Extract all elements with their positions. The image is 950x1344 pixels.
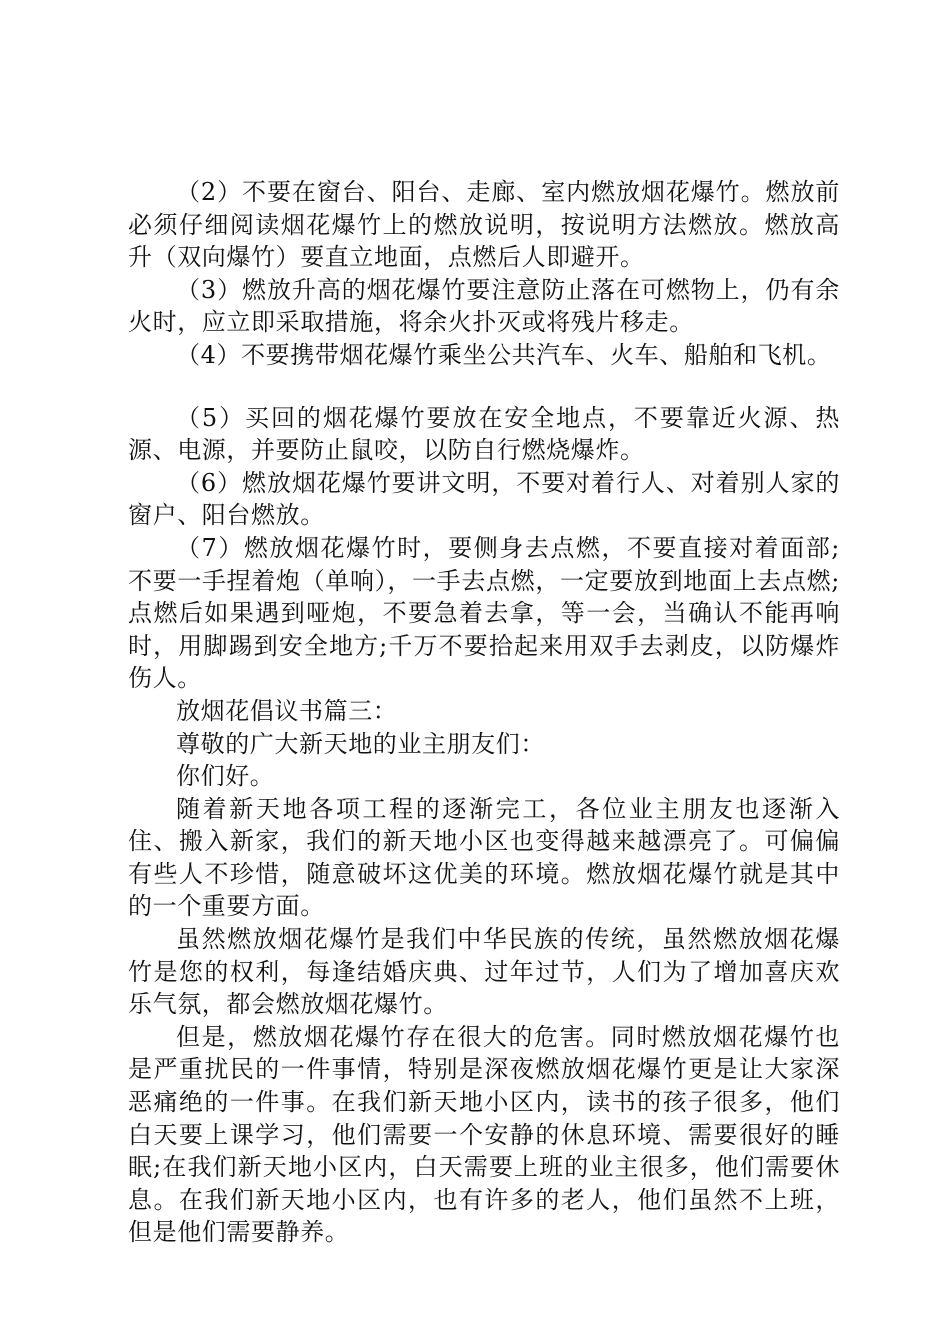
greeting: 你们好。	[176, 762, 275, 791]
paragraph-item-2: （2）不要在窗台、阳台、走廊、室内燃放烟花爆竹。燃放前必须仔细阅读烟花爆竹上的燃放说明，按说明方法燃放。燃放高升（双向爆竹）要直立地面，点燃后人即避开。	[128, 178, 840, 272]
section-heading: 放烟花倡议书篇三：	[176, 696, 398, 725]
paragraph-item-7: （7）燃放烟花爆竹时，要侧身去点燃，不要直接对着面部;不要一手捏着炮（单响），一手去点燃，一定要放到地面上去点燃;点燃后如果遇到哑炮，不要急着去拿，等一会，当确认不能再响时，用脚踢到安全地方;千万不要拾起来用双手去剥皮，以防爆炸伤人。	[128, 533, 840, 693]
body-paragraph: 随着新天地各项工程的逐渐完工，各位业主朋友也逐渐入住、搬入新家，我们的新天地小区也变得越来越漂亮了。可偏偏有些人不珍惜，随意破坏这优美的环境。燃放烟花爆竹就是其中的一个重要方面。	[128, 794, 840, 921]
body-paragraph: 虽然燃放烟花爆竹是我们中华民族的传统，虽然燃放烟花爆竹是您的权利，每逢结婚庆典、过年过节，人们为了增加喜庆欢乐气氛，都会燃放烟花爆竹。	[128, 925, 840, 1019]
paragraph-item-6: （6）燃放烟花爆竹要讲文明，不要对着行人、对着别人家的窗户、阳台燃放。	[128, 468, 840, 530]
document-body	[128, 176, 840, 1249]
paragraph-item-3: （3）燃放升高的烟花爆竹要注意防止落在可燃物上，仍有余火时，应立即采取措施，将余火扑灭或将残片移走。	[128, 275, 840, 337]
body-paragraph: 但是，燃放烟花爆竹存在很大的危害。同时燃放烟花爆竹也是严重扰民的一件事情，特别是深夜燃放烟花爆竹更是让大家深恶痛绝的一件事。在我们新天地小区内，读书的孩子很多，他们白天要上课学习，他们需要一个安静的休息环境、需要很好的睡眠;在我们新天地小区内，白天需要上班的业主很多，他们需要休息。在我们新天地小区内，也有许多的老人，他们虽然不上班，但是他们需要静养。	[128, 1022, 840, 1247]
salutation: 尊敬的广大新天地的业主朋友们：	[176, 729, 545, 758]
paragraph-item-5: （5）买回的烟花爆竹要放在安全地点，不要靠近火源、热源、电源，并要防止鼠咬，以防自行燃烧爆炸。	[128, 403, 840, 465]
paragraph-item-4: （4）不要携带烟花爆竹乘坐公共汽车、火车、船舶和飞机。	[176, 340, 832, 369]
